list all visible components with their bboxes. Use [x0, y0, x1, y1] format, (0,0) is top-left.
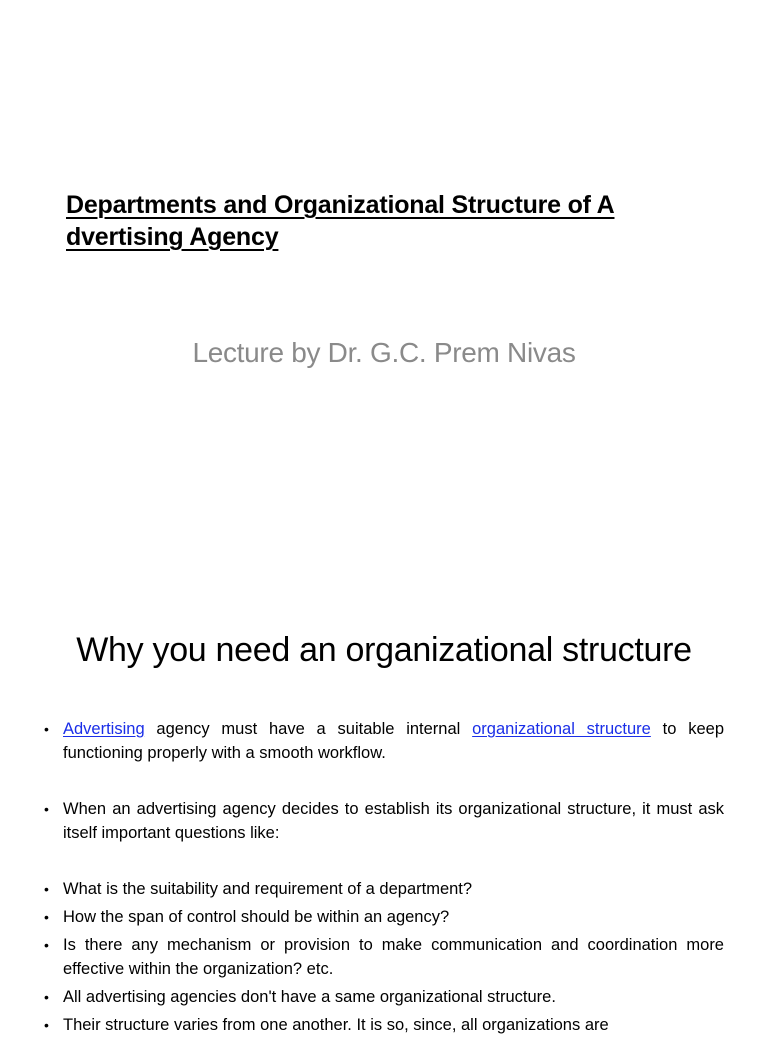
slide-subtitle: Lecture by Dr. G.C. Prem Nivas: [192, 337, 576, 368]
bullet-text: How the span of control should be within an agency?: [63, 908, 450, 926]
bullet-icon: •: [44, 989, 49, 1005]
content-slide: [0, 576, 768, 1034]
organizational-structure-link[interactable]: organizational structure: [472, 720, 651, 738]
bullet-item: [44, 905, 724, 929]
bullet-item: [44, 877, 724, 901]
bullet-text: All advertising agencies don't have a same organizational structure.: [63, 988, 556, 1006]
bullet-icon: •: [44, 881, 49, 897]
bullet-text: Their structure varies from one another. It is so, since, all organizations are: [63, 1016, 609, 1034]
bullet-text: agency must have a suitable internal: [144, 720, 473, 738]
bullet-item: [44, 717, 724, 765]
bullet-text: What is the suitability and requirement of a department?: [63, 880, 473, 898]
bullet-icon: •: [44, 801, 49, 817]
bullet-text: Is there any mechanism or provision to make communication and coordination more effective within the organization? etc.: [63, 936, 724, 978]
bullet-item: [44, 797, 724, 845]
advertising-link[interactable]: Advertising: [63, 720, 145, 738]
bullet-icon: •: [44, 937, 49, 953]
bullet-item: [44, 933, 724, 981]
bullet-item: [44, 1013, 724, 1037]
bullet-icon: •: [44, 909, 49, 925]
slide-title: Departments and Organizational Structure of A dvertising Agency: [66, 191, 615, 251]
bullet-icon: •: [44, 721, 49, 737]
bullet-text: When an advertising agency decides to establish its organizational structure, it must ask itself important questions like:: [63, 800, 724, 842]
bullet-text: to keep functioning properly with a smooth workflow.: [63, 720, 724, 762]
content-slide-title: Why you need an organizational structure: [76, 631, 692, 669]
bullet-item: [44, 985, 724, 1009]
bullet-icon: •: [44, 1017, 49, 1033]
bullet-list: [44, 717, 724, 1041]
